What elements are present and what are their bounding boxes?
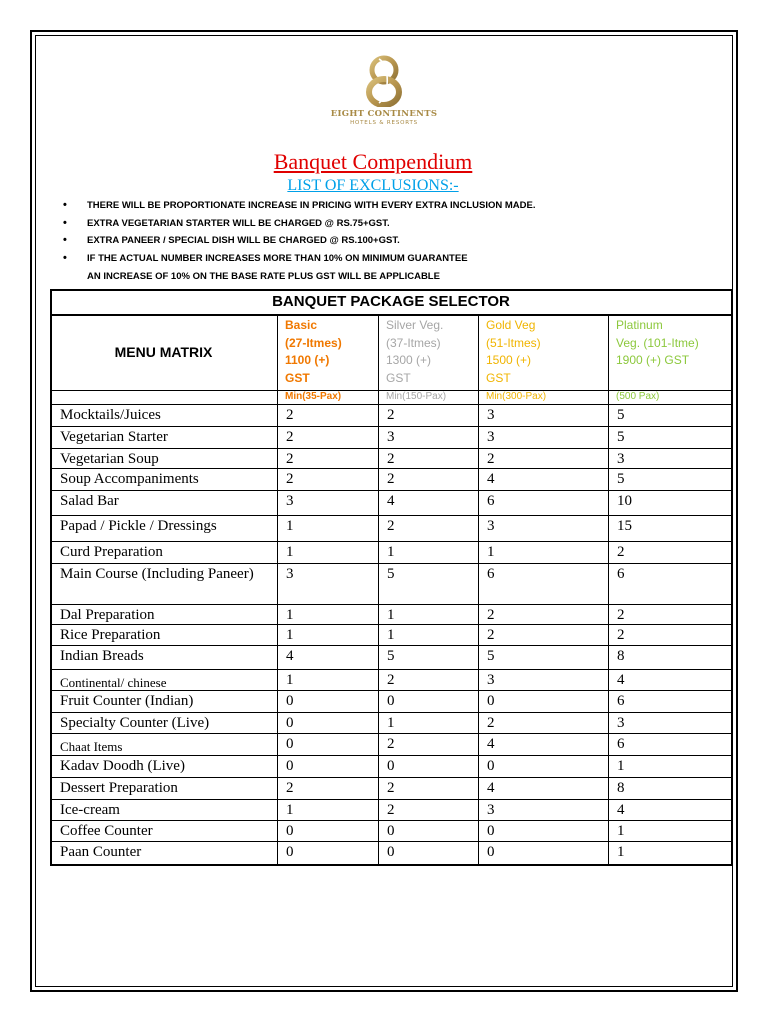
table-title-divider	[50, 314, 732, 316]
menu-item-count: 6	[617, 566, 625, 582]
menu-item-label: Rice Preparation	[60, 627, 161, 643]
table-row-divider	[50, 690, 732, 691]
table-row-divider	[50, 604, 732, 605]
menu-item-count: 8	[617, 648, 625, 664]
menu-item-count: 0	[387, 823, 395, 839]
menu-item-count: 8	[617, 780, 625, 796]
table-row-divider	[50, 820, 732, 821]
table-bottom-border	[50, 864, 732, 866]
menu-item-count: 0	[286, 758, 294, 774]
menu-item-label: Vegetarian Starter	[60, 429, 168, 445]
menu-item-count: 0	[387, 693, 395, 709]
menu-item-count: 5	[617, 429, 625, 445]
menu-item-count: 4	[487, 736, 495, 752]
table-row-divider	[50, 799, 732, 800]
menu-item-count: 2	[617, 544, 625, 560]
menu-item-count: 0	[487, 844, 495, 860]
menu-item-count: 2	[487, 715, 495, 731]
menu-item-count: 5	[487, 648, 495, 664]
menu-matrix-label: MENU MATRIX	[114, 344, 213, 360]
menu-item-count: 1	[387, 544, 395, 560]
menu-item-count: 4	[617, 672, 625, 688]
menu-item-count: 1	[387, 607, 395, 623]
menu-item-count: 5	[387, 648, 395, 664]
menu-item-count: 4	[286, 648, 294, 664]
menu-item-count: 2	[286, 451, 294, 467]
menu-item-count: 2	[617, 627, 625, 643]
menu-item-label: Soup Accompaniments	[60, 471, 199, 487]
brand-logo	[0, 55, 768, 126]
table-top-border	[50, 289, 732, 291]
document-title: Banquet Compendium	[273, 149, 473, 174]
menu-item-count: 3	[387, 429, 395, 445]
table-row-divider	[50, 468, 732, 469]
menu-item-count: 15	[617, 518, 632, 534]
menu-item-count: 1	[286, 544, 294, 560]
menu-item-label: Chaat Items	[60, 739, 123, 754]
package-header-line: Silver Veg.	[386, 318, 444, 332]
package-header-line: GST	[386, 370, 411, 385]
package-header-line: GST	[285, 370, 310, 385]
menu-item-count: 1	[286, 627, 294, 643]
menu-item-count: 0	[487, 823, 495, 839]
exclusion-item: • THERE WILL BE PROPORTIONATE INCREASE IN PRICING WITH EVERY EXTRA INCLUSION MADE.	[60, 199, 700, 217]
menu-item-count: 2	[387, 471, 395, 487]
table-row-divider	[50, 515, 732, 516]
table-row-divider	[50, 712, 732, 713]
package-header	[478, 314, 608, 390]
table-row-divider	[50, 448, 732, 449]
menu-item-count: 4	[487, 780, 495, 796]
menu-item-label: Papad / Pickle / Dressings	[60, 518, 217, 534]
menu-item-count: 1	[286, 802, 294, 818]
menu-item-count: 3	[487, 429, 495, 445]
package-header-line: (51-Itmes)	[486, 335, 541, 350]
menu-item-count: 6	[617, 693, 625, 709]
table-row-divider	[50, 841, 732, 842]
table-row-divider	[50, 541, 732, 542]
menu-item-count: 2	[286, 429, 294, 445]
menu-item-label: Paan Counter	[60, 844, 142, 860]
menu-item-count: 2	[387, 672, 395, 688]
table-header-divider	[50, 390, 732, 391]
menu-item-count: 3	[617, 715, 625, 731]
package-header	[378, 314, 478, 390]
menu-item-count: 2	[286, 407, 294, 423]
menu-item-count: 2	[387, 518, 395, 534]
menu-item-label: Salad Bar	[60, 493, 119, 509]
table-row-divider	[50, 490, 732, 491]
menu-item-count: 2	[387, 736, 395, 752]
menu-item-count: 1	[286, 672, 294, 688]
menu-item-count: 2	[487, 607, 495, 623]
table-column-divider	[608, 314, 609, 864]
menu-item-count: 10	[617, 493, 632, 509]
menu-item-count: 3	[487, 407, 495, 423]
package-header-line: 1100 (+)	[285, 353, 330, 367]
package-header-line: 1500 (+)	[486, 353, 532, 367]
table-column-divider	[478, 314, 479, 864]
menu-item-count: 5	[617, 471, 625, 487]
menu-item-label: Specialty Counter (Live)	[60, 715, 210, 731]
menu-item-count: 3	[487, 518, 495, 534]
menu-item-count: 4	[387, 493, 395, 509]
table-row-divider	[50, 563, 732, 564]
package-header-line: (27-Itmes)	[285, 335, 342, 350]
menu-item-count: 3	[617, 451, 625, 467]
menu-item-count: 3	[286, 493, 294, 509]
menu-item-count: 0	[286, 844, 294, 860]
menu-item-count: 0	[487, 693, 495, 709]
table-column-divider	[378, 314, 379, 864]
menu-item-label: Dessert Preparation	[60, 780, 178, 796]
menu-item-label: Indian Breads	[60, 648, 144, 664]
brand-tagline: HOTELS & RESORTS	[350, 120, 418, 126]
package-min-pax: Min(35-Pax)	[285, 391, 342, 402]
table-row-divider	[50, 777, 732, 778]
menu-item-count: 0	[387, 758, 395, 774]
exclusion-item: • IF THE ACTUAL NUMBER INCREASES MORE THAN 10% ON MINIMUM GUARANTEE	[60, 252, 700, 270]
package-header-line: (37-Itmes)	[386, 335, 441, 350]
package-min-pax: Min(150-Pax)	[386, 391, 447, 402]
menu-item-count: 2	[387, 451, 395, 467]
package-header-line: Basic	[285, 318, 318, 332]
brand-name: EIGHT CONTINENTS	[330, 109, 438, 119]
menu-item-count: 2	[487, 451, 495, 467]
exclusions-heading: LIST OF EXCLUSIONS:-	[287, 177, 459, 194]
menu-item-count: 1	[387, 715, 395, 731]
menu-item-count: 6	[487, 566, 495, 582]
menu-item-label: Continental/ chinese	[60, 675, 167, 690]
package-header-line: 1900 (+) GST	[616, 353, 690, 367]
table-row-divider	[50, 755, 732, 756]
menu-item-label: Main Course (Including Paneer)	[60, 566, 254, 582]
menu-item-count: 2	[617, 607, 625, 623]
table-row-divider	[50, 733, 732, 734]
menu-item-count: 0	[487, 758, 495, 774]
package-header-line: GST	[486, 370, 511, 385]
menu-item-count: 5	[617, 407, 625, 423]
menu-item-count: 6	[487, 493, 495, 509]
menu-item-count: 2	[387, 407, 395, 423]
package-min-pax: Min(300-Pax)	[486, 391, 547, 402]
package-header-line: Platinum	[616, 318, 663, 332]
table-column-divider	[277, 314, 278, 864]
menu-item-label: Ice-cream	[60, 802, 120, 818]
exclusion-continuation: AN INCREASE OF 10% ON THE BASE RATE PLUS GST WILL BE APPLICABLE	[87, 271, 440, 282]
table-minpax-divider	[50, 404, 732, 405]
menu-item-count: 2	[387, 780, 395, 796]
menu-item-label: Mocktails/Juices	[60, 407, 161, 423]
menu-item-count: 2	[387, 802, 395, 818]
menu-item-label: Fruit Counter (Indian)	[60, 693, 194, 709]
menu-item-count: 2	[286, 471, 294, 487]
exclusion-item: • EXTRA VEGETARIAN STARTER WILL BE CHARGED @ RS.75+GST.	[60, 217, 700, 235]
menu-item-count: 3	[286, 566, 294, 582]
table-right-border	[731, 289, 733, 866]
menu-item-count: 2	[286, 780, 294, 796]
package-header	[608, 314, 732, 390]
package-header-line: 1300 (+)	[386, 353, 432, 367]
menu-item-label: Kadav Doodh (Live)	[60, 758, 185, 774]
menu-item-count: 1	[286, 518, 294, 534]
package-header-line: Veg. (101-Itme)	[616, 335, 699, 350]
table-row-divider	[50, 669, 732, 670]
menu-item-count: 1	[286, 607, 294, 623]
table-title: BANQUET PACKAGE SELECTOR	[272, 293, 510, 310]
menu-item-count: 0	[286, 823, 294, 839]
menu-item-count: 4	[617, 802, 625, 818]
menu-item-count: 0	[286, 693, 294, 709]
menu-item-count: 6	[617, 736, 625, 752]
menu-item-label: Coffee Counter	[60, 823, 153, 839]
menu-item-count: 0	[286, 715, 294, 731]
menu-item-count: 1	[617, 823, 625, 839]
menu-item-label: Vegetarian Soup	[60, 451, 159, 467]
menu-item-count: 0	[286, 736, 294, 752]
menu-item-count: 1	[617, 844, 625, 860]
exclusions-list	[60, 199, 700, 269]
menu-item-label: Curd Preparation	[60, 544, 163, 560]
menu-item-count: 0	[387, 844, 395, 860]
menu-item-count: 1	[487, 544, 495, 560]
menu-item-count: 3	[487, 802, 495, 818]
menu-item-count: 1	[387, 627, 395, 643]
menu-item-count: 3	[487, 672, 495, 688]
table-row-divider	[50, 645, 732, 646]
menu-item-count: 2	[487, 627, 495, 643]
menu-item-count: 1	[617, 758, 625, 774]
package-header	[277, 314, 378, 390]
banquet-package-table	[50, 289, 732, 872]
table-row-divider	[50, 624, 732, 625]
package-min-pax: (500 Pax)	[616, 391, 660, 402]
exclusion-item: • EXTRA PANEER / SPECIAL DISH WILL BE CHARGED @ RS.100+GST.	[60, 234, 700, 252]
menu-item-label: Dal Preparation	[60, 607, 155, 623]
package-header-line: Gold Veg	[486, 318, 536, 332]
table-left-border	[50, 289, 52, 866]
menu-item-count: 5	[387, 566, 395, 582]
table-row-divider	[50, 426, 732, 427]
menu-item-count: 4	[487, 471, 495, 487]
eight-continents-logo-icon	[360, 55, 408, 107]
